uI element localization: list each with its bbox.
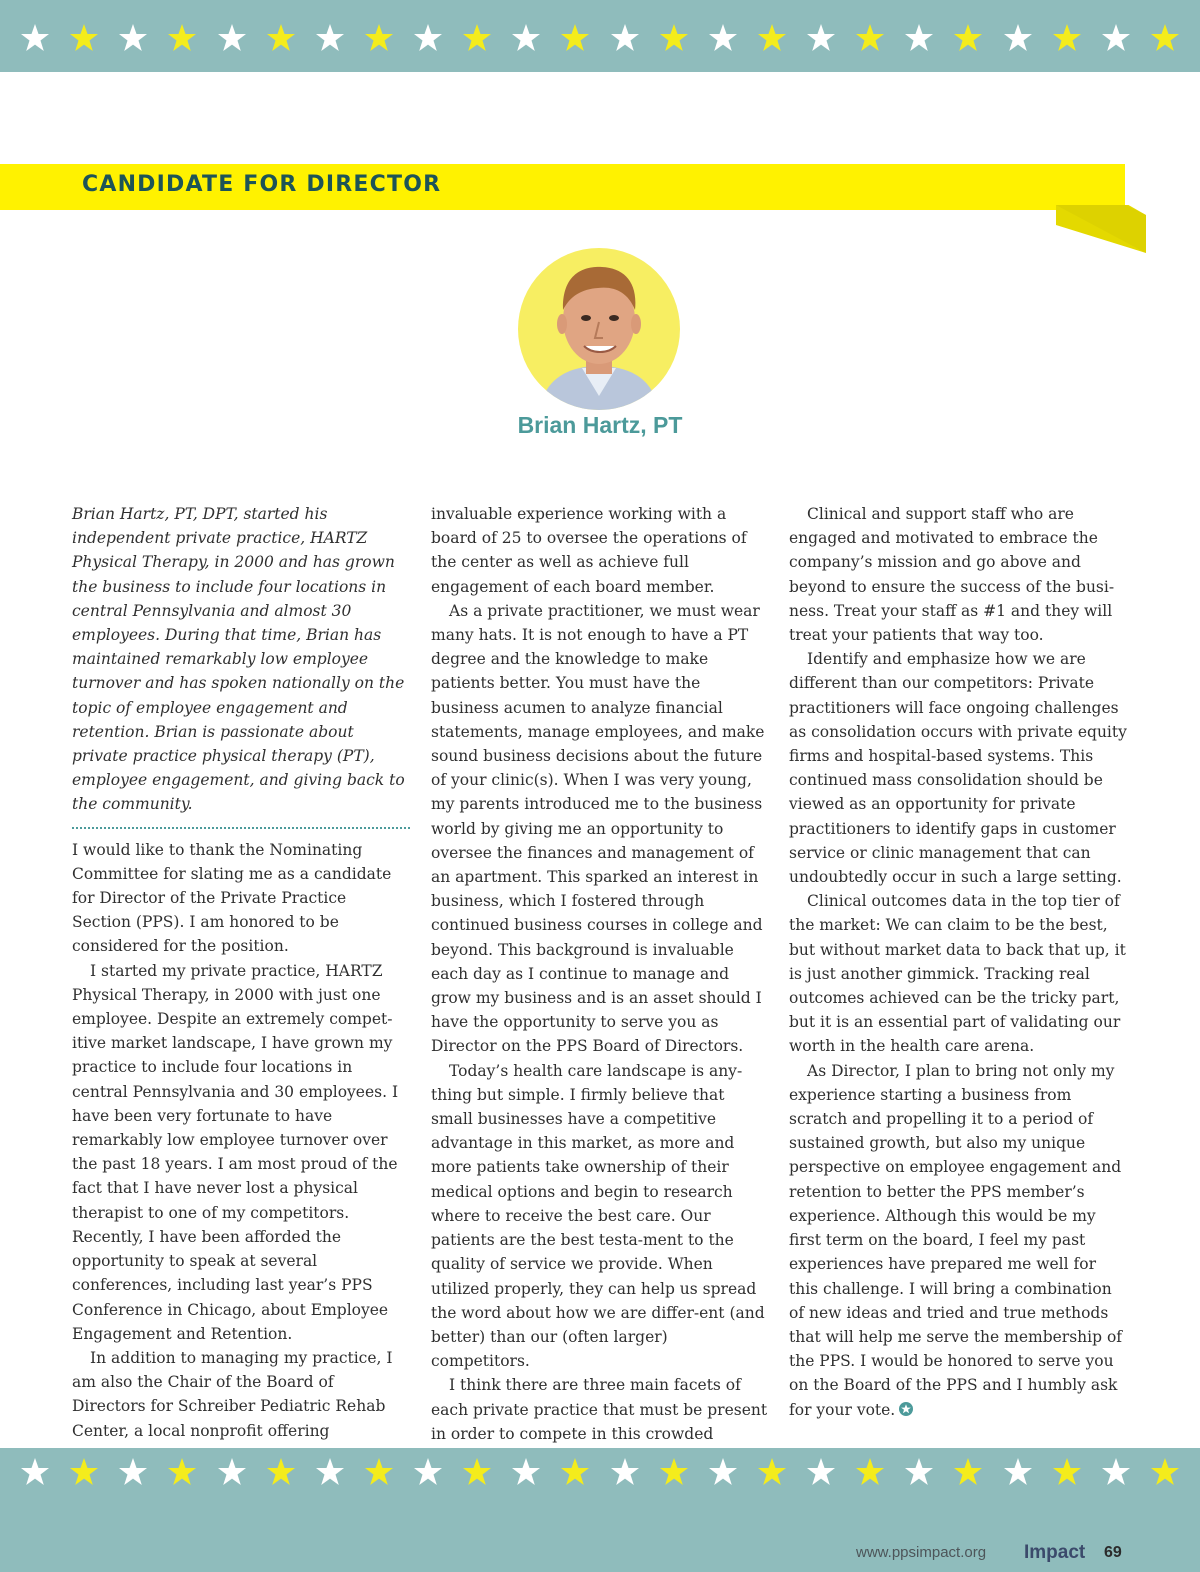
star-icon	[659, 1457, 689, 1487]
star-icon	[757, 23, 787, 53]
paragraph: Clinical and support staff who are engaged and motivated to embrace the company’s mission and go above and beyond to ensure the success of the busi-ness. Treat your staff as #1 and they will treat your patients that way too.	[789, 505, 1115, 645]
paragraph: Clinical outcomes data in the top tier of the market: We can claim to be the best, but without market data to back that up, it is just another gimmick. Tracking real outcomes achieved can be the tricky part, but it is an essential part of validating our worth in the health care arena.	[789, 892, 1126, 1056]
star-icon	[69, 23, 99, 53]
paragraph: I started my private practice, HARTZ Physical Therapy, in 2000 with just one employee. Despite an extremely compet-itive market landscape, I have grown my practice to include four locations in central Pennsylvania and 30 employees. I have been very fortunate to have remarkably low employee turnover over the past 18 years. I am most proud of the fact that I have never lost a physical therapist to one of my competitors. Recently, I have been afforded the opportunity to speak at several conferences, including last year’s PPS Conference in Chicago, about Employee Engagement and Retention.	[72, 961, 399, 1343]
closing-paragraph	[789, 1059, 1129, 1422]
top-star-row	[20, 18, 1180, 58]
star-icon	[413, 23, 443, 53]
star-icon	[315, 1457, 345, 1487]
bottom-star-band	[0, 1448, 1200, 1572]
star-icon	[413, 1457, 443, 1487]
star-icon	[757, 1457, 787, 1487]
star-icon	[1052, 23, 1082, 53]
star-icon	[167, 1457, 197, 1487]
star-icon	[806, 23, 836, 53]
candidate-name: Brian Hartz, PT	[517, 412, 683, 438]
star-icon	[118, 23, 148, 53]
star-icon	[69, 1457, 99, 1487]
star-icon	[462, 23, 492, 53]
paragraph: invaluable experience working with a board of 25 to oversee the operations of the center as well as achieve full engagement of each board member.	[431, 505, 747, 596]
banner-fold	[1056, 205, 1146, 255]
star-icon	[904, 23, 934, 53]
bio-divider	[72, 827, 410, 829]
star-icon	[20, 1457, 50, 1487]
star-icon	[315, 23, 345, 53]
paragraph: In addition to managing my practice, I am also the Chair of the Board of Directors for Schreiber Pediatric Rehab Center, a local nonprofit offering	[72, 1348, 393, 1440]
star-icon	[953, 1457, 983, 1487]
footer-url: www.ppsimpact.org	[856, 1544, 987, 1561]
page-number: 69	[1104, 1544, 1122, 1561]
star-icon	[708, 23, 738, 53]
star-icon	[855, 1457, 885, 1487]
star-icon	[20, 23, 50, 53]
star-icon	[364, 1457, 394, 1487]
star-icon	[1150, 23, 1180, 53]
star-icon	[904, 1457, 934, 1487]
star-icon	[1150, 1457, 1180, 1487]
star-icon	[560, 1457, 590, 1487]
star-icon	[806, 1457, 836, 1487]
star-icon	[266, 23, 296, 53]
star-icon	[364, 23, 394, 53]
top-star-band	[0, 0, 1200, 72]
star-icon	[1052, 1457, 1082, 1487]
paragraph: I would like to thank the Nominating Committee for slating me as a candidate for Director of the Private Practice Section (PPS). I am honored to be considered for the position.	[72, 840, 392, 956]
column-2	[431, 502, 769, 1470]
star-icon	[560, 23, 590, 53]
star-icon	[217, 23, 247, 53]
star-icon	[1003, 23, 1033, 53]
star-icon	[855, 23, 885, 53]
publication-name: Impact	[1024, 1542, 1086, 1563]
end-of-article-icon	[899, 1402, 913, 1416]
star-icon	[511, 23, 541, 53]
star-icon	[266, 1457, 296, 1487]
star-icon	[217, 1457, 247, 1487]
star-icon	[1101, 1457, 1131, 1487]
column-3	[789, 502, 1129, 1422]
paragraph: Identify and emphasize how we are different than our competitors: Private practitioners will face ongoing challenges as consolidation occurs with private equity firms and hospital-based systems. This continued mass consolidation should be viewed as an opportunity for private practitioners to identify gaps in customer service or clinic management that can undoubtedly occur in such a large setting.	[789, 650, 1127, 887]
star-icon	[953, 23, 983, 53]
star-icon	[1101, 23, 1131, 53]
star-icon	[462, 1457, 492, 1487]
star-icon	[610, 23, 640, 53]
candidate-portrait	[518, 248, 680, 410]
paragraph: Today’s health care landscape is any-thing but simple. I firmly believe that small businesses have a competitive advantage in this market, as more and more patients take ownership of their medical options and begin to research where to receive the best care. Our patients are the best testa-ment to the quality of service we provide. When utilized properly, they can help us spread the word about how we are differ-ent (and better) than our (often larger) competitors.	[431, 1061, 765, 1371]
star-icon	[610, 1457, 640, 1487]
bottom-star-row	[20, 1452, 1180, 1492]
star-icon	[511, 1457, 541, 1487]
paragraph: I think there are three main facets of each private practice that must be present in order to compete in this crowded	[431, 1376, 768, 1443]
column-1	[72, 502, 410, 1515]
section-title: CANDIDATE FOR DIRECTOR	[82, 172, 442, 197]
paragraph-text: As Director, I plan to bring not only my experience starting a business from scratch and propelling it to a period of sustained growth, but also my unique perspective on employee engagement and retention to better the PPS member’s experience. Although this would be my first term on the board, I feel my past experiences have prepared me well for this challenge. I will bring a combination of new ideas and tried and true methods that will help me serve the membership of the PPS. I would be honored to serve you on the Board of the PPS and I humbly ask for your vote.	[789, 1061, 1123, 1419]
star-icon	[167, 23, 197, 53]
star-icon	[659, 23, 689, 53]
star-icon	[1003, 1457, 1033, 1487]
candidate-bio: Brian Hartz, PT, DPT, started his independent private practice, HARTZ Physical Therapy, in 2000 and has grown the business to include four locations in central Pennsylvania and almost 30 employees. During that time, Brian has maintained remarkably low employee turnover and has spoken nationally on the topic of employee engagement and retention. Brian is passionate about private practice physical therapy (PT), employee engagement, and giving back to the community.	[72, 505, 405, 814]
star-icon	[118, 1457, 148, 1487]
paragraph: As a private practitioner, we must wear many hats. It is not enough to have a PT degree and the knowledge to make patients better. You must have the business acumen to analyze financial statements, manage employees, and make sound business decisions about the future of your clinic(s). When I was very young, my parents introduced me to the business world by giving me an opportunity to oversee the finances and management of an apartment. This sparked an interest in business, which I fostered through continued business courses in college and beyond. This background is invaluable each day as I continue to manage and grow my business and is an asset should I have the opportunity to serve you as Director on the PPS Board of Directors.	[431, 601, 765, 1056]
star-icon	[708, 1457, 738, 1487]
